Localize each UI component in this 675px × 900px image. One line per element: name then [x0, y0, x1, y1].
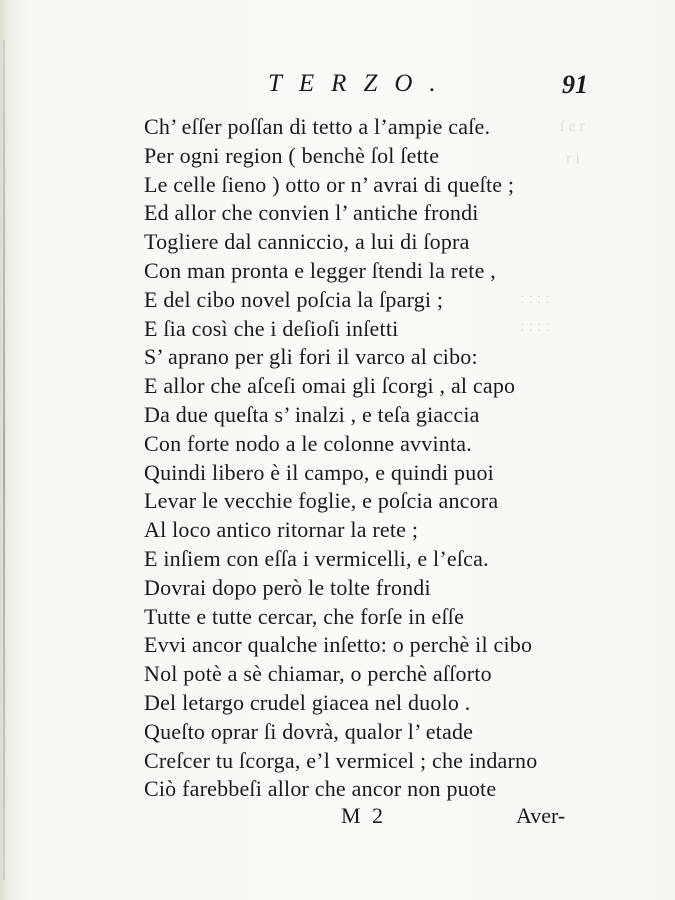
- show-through-text: : : : :: [520, 318, 550, 335]
- verse-line: Tutte e tutte cercar, che forſe in eſſe: [144, 603, 465, 629]
- verse-line: Al loco antico ritornar la rete ;: [144, 517, 419, 543]
- verse-line: Ciò farebbeſi allor che ancor non puote: [144, 776, 497, 802]
- signature-mark: M 2: [341, 803, 384, 828]
- verse-line: Evvi ancor qualche inſetto: o perchè il cibo: [144, 632, 533, 658]
- verse-line: E ſia così che i deſioſi inſetti: [144, 315, 399, 341]
- verse-line: S’ aprano per gli fori il varco al cibo:: [144, 344, 478, 370]
- show-through-text: : : : :: [520, 290, 550, 307]
- verse-line: E del cibo novel poſcia la ſpargi ;: [144, 286, 444, 312]
- verse-line: Le celle ſieno ) otto or n’ avrai di queſte ;: [144, 171, 515, 197]
- poem-text: [144, 113, 604, 804]
- verse-line: Togliere dal canniccio, a lui di ſopra: [144, 229, 470, 255]
- running-title: TERZO.: [268, 70, 453, 97]
- binding-gutter: [3, 40, 5, 880]
- verse-line: Levar le vecchie foglie, e poſcia ancora: [144, 488, 499, 514]
- verse-line: E inſiem con eſſa i vermicelli, e l’eſca.: [144, 545, 489, 571]
- page-number: 91: [562, 70, 588, 99]
- verse-line: Dovrai dopo però le tolte frondi: [144, 574, 431, 600]
- verse-line: Del letargo crudel giacea nel duolo .: [144, 689, 471, 715]
- verse-line: Per ogni region ( benchè ſol ſette: [144, 142, 440, 168]
- verse-line: Creſcer tu ſcorga, e’l vermicel ; che indarno: [144, 747, 538, 773]
- verse-line: Da due queſta s’ inalzi , e teſa giaccia: [144, 401, 480, 427]
- verse-line: Con forte nodo a le colonne avvinta.: [144, 430, 472, 456]
- verse-line: Quindi libero è il campo, e quindi puoi: [144, 459, 494, 485]
- show-through-text: r i: [566, 150, 580, 167]
- verse-line: Nol potè a sè chiamar, o perchè aſſorto: [144, 661, 492, 687]
- catchword: Aver-: [516, 803, 566, 828]
- show-through-text: ſ e r: [560, 118, 585, 135]
- verse-line: Queſto oprar ſi dovrà, qualor l’ etade: [144, 718, 474, 744]
- verse-line: Con man pronta e legger ſtendi la rete ,: [144, 257, 496, 283]
- verse-line: Ed allor che convien l’ antiche frondi: [144, 200, 479, 226]
- verse-line: Ch’ eſſer poſſan di tetto a l’ampie caſe.: [144, 114, 491, 139]
- verse-line: E allor che aſceſi omai gli ſcorgi , al capo: [144, 373, 516, 399]
